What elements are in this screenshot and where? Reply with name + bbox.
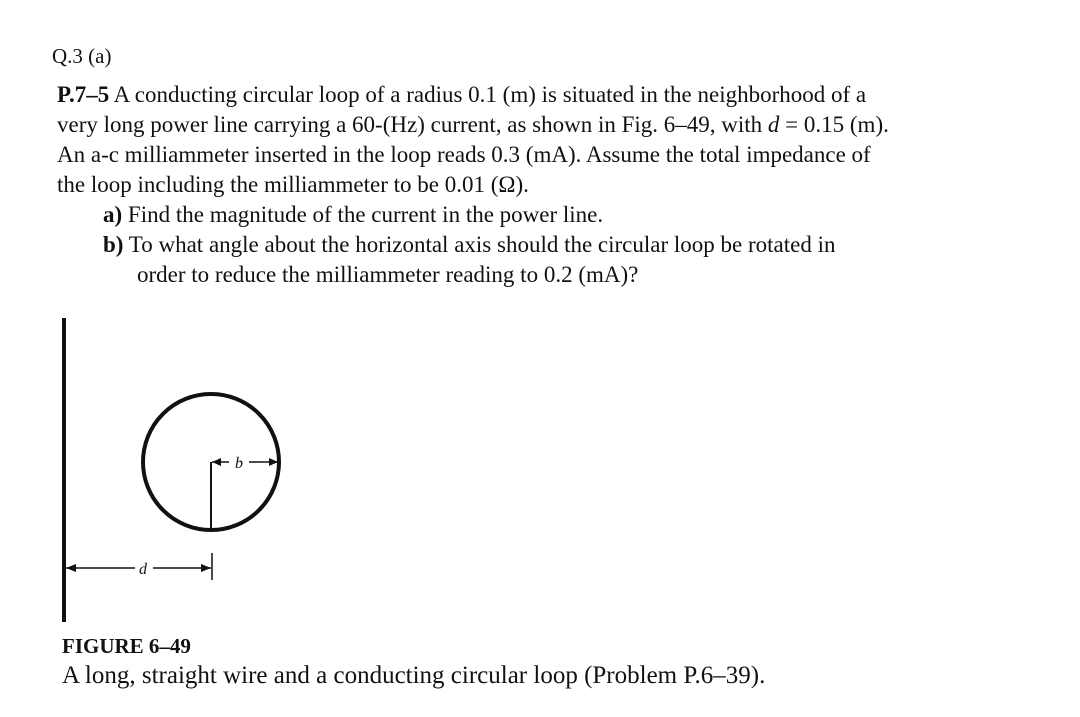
problem-line-4: the loop including the milliammeter to be 0.01 (Ω). <box>57 172 529 197</box>
d-symbol: d <box>767 112 780 137</box>
d-value: = 0.15 (m). <box>779 112 889 137</box>
figure-diagram <box>55 310 315 630</box>
part-b: b) To what angle about the horizontal axis should the circular loop be rotated in <box>103 232 836 257</box>
radius-arrowhead-right <box>269 458 278 466</box>
distance-arrowhead-right <box>201 564 211 572</box>
figure-caption: A long, straight wire and a conducting circular loop (Problem P.6–39). <box>62 662 766 689</box>
part-a: a) Find the magnitude of the current in the power line. <box>103 202 604 227</box>
part-b-label: b) <box>103 232 124 257</box>
problem-statement <box>57 80 1047 290</box>
part-b-continuation: order to reduce the milliammeter reading to 0.2 (mA)? <box>137 262 639 287</box>
figure-title: FIGURE 6–49 <box>62 634 191 658</box>
problem-line-3: An a-c milliammeter inserted in the loop reads 0.3 (mA). Assume the total impedance of <box>57 142 871 167</box>
distance-arrowhead-left <box>66 564 76 572</box>
problem-number: P.7–5 <box>57 82 110 107</box>
part-a-label: a) <box>103 202 123 227</box>
question-label: Q.3 (a) <box>52 44 112 68</box>
label-d: d <box>139 561 147 578</box>
label-b: b <box>235 455 243 472</box>
problem-line-1: P.7–5 A conducting circular loop of a radius 0.1 (m) is situated in the neighborhood of a <box>57 82 867 107</box>
radius-arrowhead-left <box>212 458 221 466</box>
problem-line-2: very long power line carrying a 60-(Hz) current, as shown in Fig. 6–49, with d = 0.15 (m). <box>57 112 889 137</box>
